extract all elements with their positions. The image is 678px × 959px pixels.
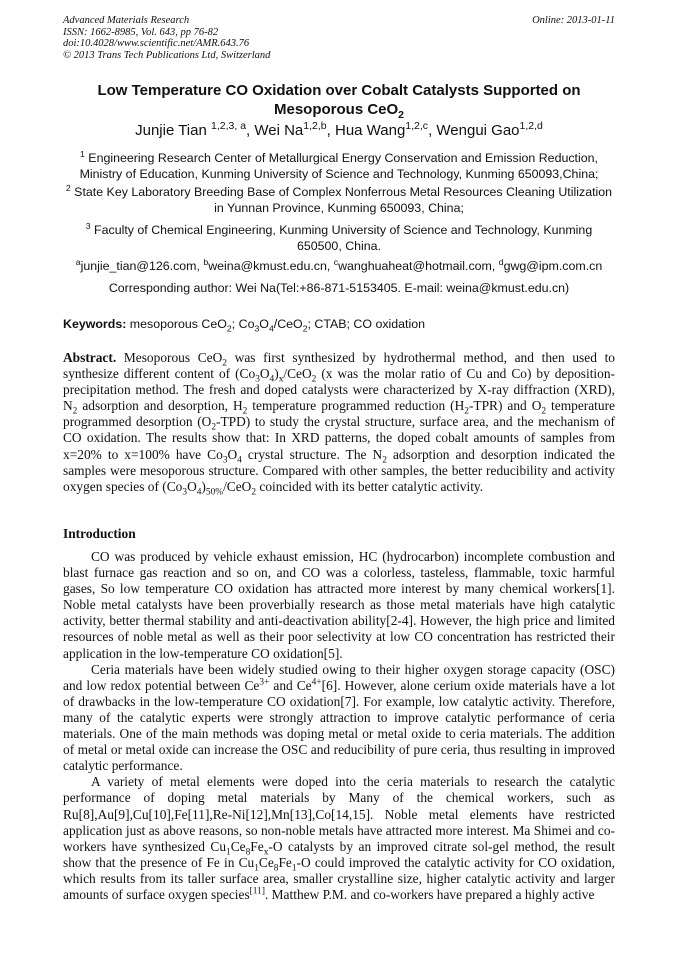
intro-paragraph-1: CO was produced by vehicle exhaust emission, HC (hydrocarbon) incomplete combustion and blast furnace gas reaction and so on, and CO was a colorless, tasteless, flammable, toxic harmful gases, So low temperature CO oxidation has attracted more interest by many chemical workers[1]. Noble metal catalysts have been proverbially research as those metal materials have high catalytic activity, better thermal stability and anti-deactivation ability[2-4]. However, the high price and limited resources of noble metal as well as their poor selectivity at low CO concentration has restricted their application in the low-temperature CO oxidation[5].: [63, 549, 615, 661]
email-c[interactable]: $^c$wanghuaheat@hotmail.com,: [333, 256, 499, 273]
email-b[interactable]: $^b$weina@kmust.edu.cn,: [203, 256, 334, 273]
author-list: [63, 122, 615, 140]
title-line-2: Mesoporous CeO$_2$: [273, 101, 405, 121]
abstract: Abstract. Mesoporous CeO$_2$ was first synthesized by hydrothermal method, and then used to synthesize different content of $(Co_3O_4)_x/CeO_2$ (x was the molar ratio of Cu and Co) by deposition-precipitation method. The fresh and doped catalysts were characterized by X-ray diffraction (XRD), $N_2$ adsorption and desorption, $H_2$ temperature programmed reduction $(H_2-TPR)$ and $O_2$ temperature programmed desorption $(O_2-TPD)$ to study the crystal structure, surface area, and the mechanism of CO oxidation. The results show that: In XRD patterns, the doped cobalt amounts of samples from x=20% to x=100% have $Co_3O_4$ crystal structure. The $N_2$ adsorption and desorption indicated the samples were mesoporous structure. Compared with other samples, the better reducibility and activity oxygen species of $(Co_3O_4)_{50\%}/CeO_2$ coincided with its better catalytic activity.: [63, 350, 615, 498]
keywords: Keywords: mesoporous CeO$_2$; $Co_3O_4/CeO_2$; CTAB; CO oxidation: [63, 317, 426, 334]
corresponding-author: Corresponding author: Wei Na(Tel:+86-871-5153405. E-mail: weina@kmust.edu.cn): [108, 281, 570, 295]
journal-copyright: © 2013 Trans Tech Publications Ltd, Switzerland: [63, 49, 271, 61]
introduction-body: [63, 549, 615, 903]
affiliation-3: $^3$ Faculty of Chemical Engineering, Kunming University of Science and Technology, Kunming 650500, China.: [85, 220, 593, 253]
author-emails: [63, 258, 615, 274]
email-d[interactable]: $^d$gwg@ipm.com.cn: [498, 256, 603, 273]
affiliation-2: $^2$ State Key Laboratory Breeding Base of Complex Nonferrous Metal Resources Cleaning Utilization in Yunnan Province, Kunming 650093, China;: [65, 182, 613, 215]
keywords-label: Keywords:: [63, 317, 127, 331]
title-line-1: Low Temperature CO Oxidation over Cobalt Catalysts Supported on: [97, 82, 581, 99]
journal-issn: ISSN: 1662-8985, Vol. 643, pp 76-82: [63, 26, 219, 38]
journal-name: Advanced Materials Research: [63, 15, 190, 26]
author-2: Wei Na$^{1,2,b}$,: [254, 120, 335, 139]
journal-doi[interactable]: doi:10.4028/www.scientific.net/AMR.643.76: [63, 38, 250, 50]
journal-header: [63, 15, 615, 61]
intro-paragraph-3: A variety of metal elements were doped into the ceria materials to research the catalytic performance of doping metal materials by Many of the chemical workers, such as Ru[8],Au[9],Cu[10],Fe[11],Re-Ni[12],Mn[13],Co[14,15]. Noble metal elements have restricted application just as above reasons, so non-noble metals have attracted more interest. Ma Shimei and co-workers have synthesized $Cu_1Ce_8Fe_x-O$ catalysts by an improved citrate sol-gel method, the result show that the presence of Fe in $Cu_1Ce_8Fe_1-O$ could improved the catalytic activity for CO oxidation, which results from its taller surface area, smaller crystalline size, higher catalytic activity and larger amounts of surface oxygen species[11]. Matthew P.M. and co-workers have prepared a highly active: [63, 774, 616, 902]
author-1: Junjie Tian $^{1,2,3, a}$,: [135, 120, 255, 139]
introduction-heading: Introduction: [63, 526, 136, 541]
author-3: Hua Wang$^{1,2,c}$,: [334, 120, 437, 139]
intro-paragraph-2: Ceria materials have been widely studied owing to their higher oxygen storage capacity (OSC) and low redox potential between $Ce^{3+}$ and $Ce^{4+}[6]$. However, alone cerium oxide materials have a lot of drawbacks in the low-temperature CO oxidation[7]. For example, low catalytic activity. Therefore, many of the catalytic experts were strongly attraction to improve catalytic performance of ceria materials. One of the main methods was doping metal or metal oxide to ceria materials. The addition of metal or metal oxide can increase the OSC and reducibility of pure ceria, thus resulting in improved catalytic performance.: [63, 661, 615, 774]
author-4: Wengui Gao$^{1,2,d}$: [436, 120, 543, 139]
abstract-label: Abstract.: [63, 350, 117, 365]
affiliation-1: $^1$ Engineering Research Center of Metallurgical Energy Conservation and Emission Reduction, Ministry of Education, Kunming University of Science and Technology, Kunming 650093,China;: [79, 148, 599, 181]
paper-title: [63, 81, 615, 119]
email-a[interactable]: $^a$junjie_tian@126.com,: [75, 256, 204, 273]
online-date: Online: 2013-01-11: [532, 15, 615, 26]
